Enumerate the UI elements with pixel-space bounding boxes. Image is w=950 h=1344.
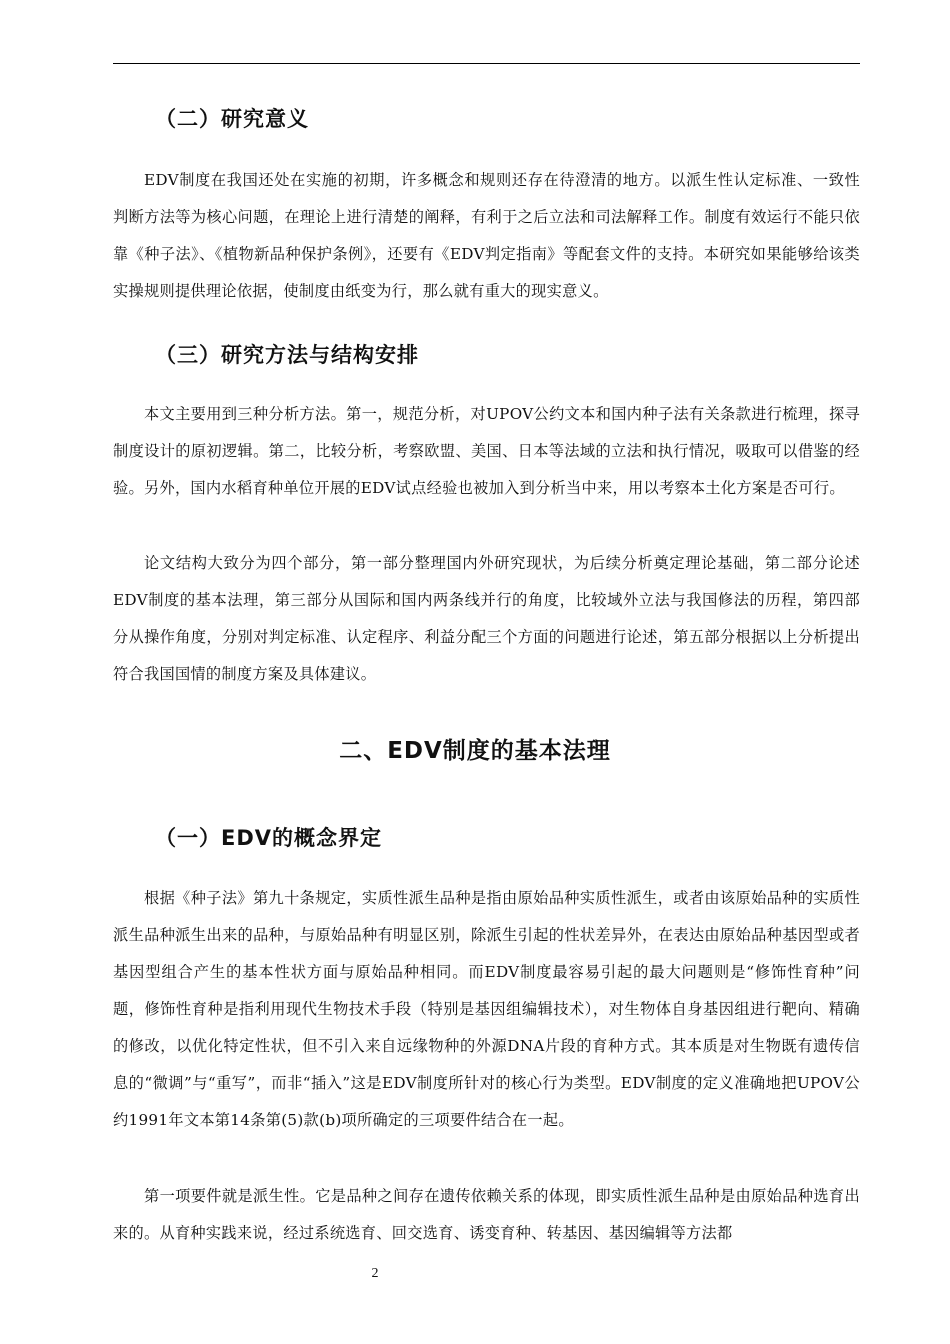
- paragraph-structure: 论文结构大致分为四个部分，第一部分整理国内外研究现状，为后续分析奠定理论基础，第二部分论述EDV制度的基本法理，第三部分从国际和国内两条线并行的角度，比较域外立法与我国修法的历程，第四部分从操作角度，分别对判定标准、认定程序、利益分配三个方面的问题进行论述，第五部分根据以上分析提出符合我国国情的制度方案及具体建议。: [113, 554, 860, 683]
- chapter-heading: 二、EDV制度的基本法理: [339, 738, 611, 764]
- paragraph-significance: EDV制度在我国还处在实施的初期，许多概念和规则还存在待澄清的地方。以派生性认定标准、一致性判断方法等为核心问题，在理论上进行清楚的阐释，有利于之后立法和司法解释工作。制度有效运行不能只依靠《种子法》、《植物新品种保护条例》，还要有《EDV判定指南》等配套文件的支持。本研究如果能够给该类实操规则提供理论依据，使制度由纸变为行，那么就有重大的现实意义。: [113, 171, 860, 300]
- header-rule: [113, 63, 860, 64]
- section-heading-methods: （三）研究方法与结构安排: [155, 343, 419, 367]
- section-heading-significance: （二）研究意义: [155, 107, 309, 131]
- section-heading-concept: （一）EDV的概念界定: [155, 826, 383, 850]
- paragraph-methods: 本文主要用到三种分析方法。第一，规范分析，对UPOV公约文本和国内种子法有关条款进行梳理，探寻制度设计的原初逻辑。第二，比较分析，考察欧盟、美国、日本等法域的立法和执行情况，吸取可以借鉴的经验。另外，国内水稻育种单位开展的EDV试点经验也被加入到分析当中来，用以考察本土化方案是否可行。: [113, 405, 860, 497]
- page-number: 2: [371, 1266, 379, 1281]
- paragraph-derivation: 第一项要件就是派生性。它是品种之间存在遗传依赖关系的体现，即实质性派生品种是由原始品种选育出来的。从育种实践来说，经过系统选育、回交选育、诱变育种、转基因、基因编辑等方法都: [113, 1187, 860, 1242]
- paragraph-concept-definition: 根据《种子法》第九十条规定，实质性派生品种是指由原始品种实质性派生，或者由该原始品种的实质性派生品种派生出来的品种，与原始品种有明显区别，除派生引起的性状差异外，在表达由原始品种基因型或者基因型组合产生的基本性状方面与原始品种相同。而EDV制度最容易引起的最大问题则是“修饰性育种”问题，修饰性育种是指利用现代生物技术手段（特别是基因组编辑技术），对生物体自身基因组进行靶向、精确的修改，以优化特定性状，但不引入来自远缘物种的外源DNA片段的育种方式。其本质是对生物既有遗传信息的“微调”与“重写”，而非“插入”这是EDV制度所针对的核心行为类型。EDV制度的定义准确地把UPOV公约1991年文本第14条第(5)款(b)项所确定的三项要件结合在一起。: [113, 889, 860, 1129]
